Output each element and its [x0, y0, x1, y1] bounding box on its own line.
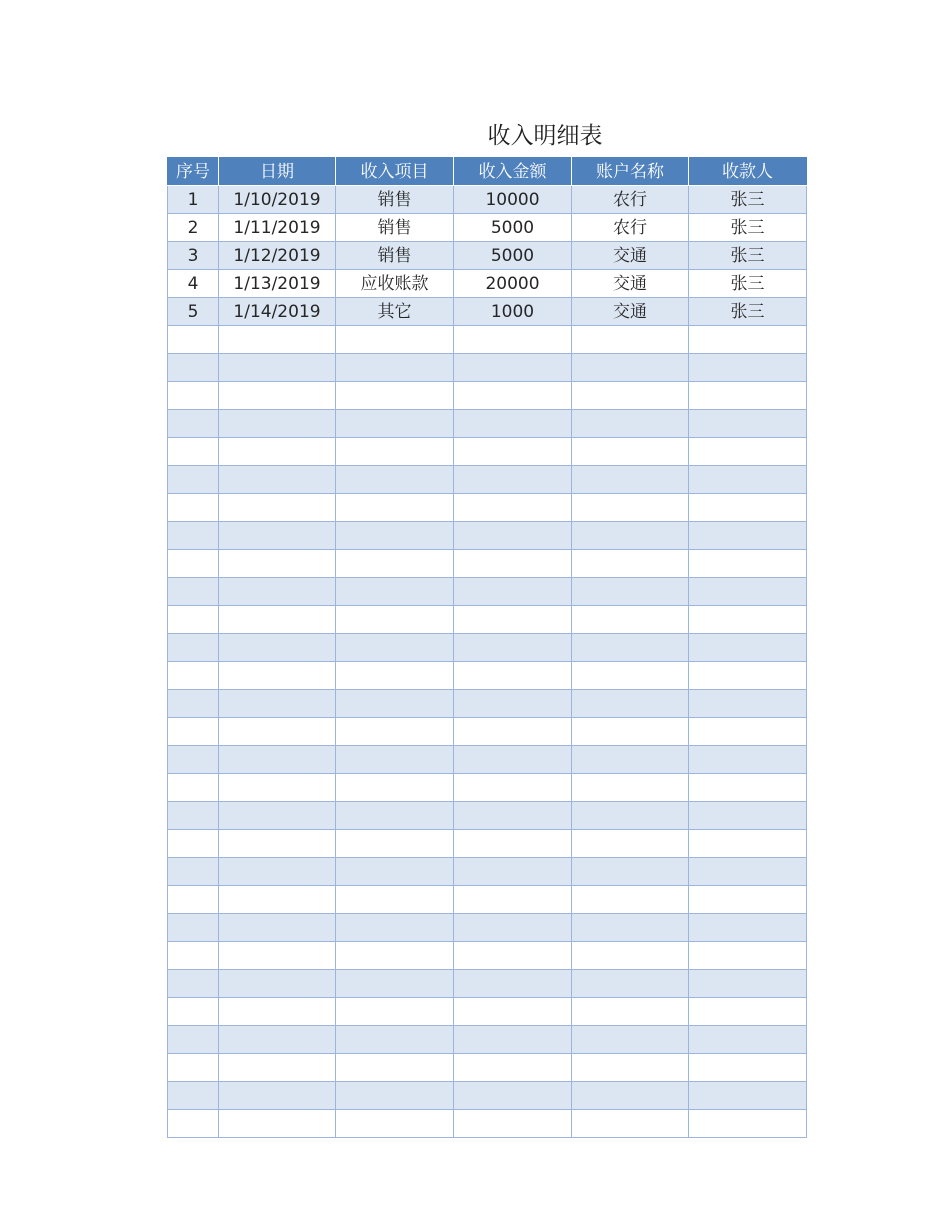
amount-cell[interactable] [454, 690, 572, 718]
account-name-cell[interactable]: 交通 [572, 242, 689, 270]
date-cell[interactable] [219, 354, 336, 382]
account-name-cell[interactable] [572, 662, 689, 690]
account-name-cell[interactable] [572, 606, 689, 634]
account-name-cell[interactable] [572, 746, 689, 774]
table-row [168, 830, 807, 858]
account-name-cell[interactable] [572, 690, 689, 718]
amount-cell[interactable] [454, 550, 572, 578]
date-cell[interactable]: 1/10/2019 [219, 186, 336, 214]
payee-cell[interactable]: 张三 [689, 186, 807, 214]
income-item-cell[interactable] [336, 1082, 454, 1110]
account-name-cell[interactable]: 交通 [572, 298, 689, 326]
table-row [168, 858, 807, 886]
date-cell[interactable] [219, 998, 336, 1026]
payee-cell[interactable] [689, 690, 807, 718]
index-cell[interactable] [168, 466, 219, 494]
income-item-cell[interactable] [336, 914, 454, 942]
account-name-cell[interactable] [572, 1110, 689, 1138]
amount-cell[interactable] [454, 774, 572, 802]
table-row [168, 802, 807, 830]
amount-cell[interactable] [454, 494, 572, 522]
income-item-cell[interactable] [336, 886, 454, 914]
income-item-cell[interactable] [336, 354, 454, 382]
account-name-cell[interactable] [572, 1026, 689, 1054]
account-name-cell[interactable] [572, 858, 689, 886]
account-name-cell[interactable] [572, 578, 689, 606]
income-item-cell[interactable] [336, 1054, 454, 1082]
amount-cell[interactable] [454, 522, 572, 550]
date-cell[interactable] [219, 578, 336, 606]
table-row [168, 1026, 807, 1054]
index-cell[interactable] [168, 718, 219, 746]
income-item-cell[interactable] [336, 606, 454, 634]
income-item-cell[interactable] [336, 774, 454, 802]
date-cell[interactable] [219, 858, 336, 886]
income-item-cell[interactable] [336, 718, 454, 746]
table-row [168, 1110, 807, 1138]
account-name-cell[interactable]: 农行 [572, 214, 689, 242]
payee-cell[interactable] [689, 830, 807, 858]
index-cell[interactable] [168, 438, 219, 466]
amount-cell[interactable] [454, 466, 572, 494]
index-cell[interactable] [168, 830, 219, 858]
account-name-cell[interactable] [572, 1054, 689, 1082]
income-item-cell[interactable] [336, 1026, 454, 1054]
index-cell[interactable] [168, 802, 219, 830]
date-cell[interactable]: 1/12/2019 [219, 242, 336, 270]
date-cell[interactable]: 1/11/2019 [219, 214, 336, 242]
income-item-cell[interactable] [336, 746, 454, 774]
index-cell[interactable] [168, 886, 219, 914]
payee-cell[interactable]: 张三 [689, 242, 807, 270]
column-header-date[interactable]: 日期 [219, 158, 336, 186]
payee-cell[interactable] [689, 858, 807, 886]
income-item-cell[interactable] [336, 550, 454, 578]
income-item-cell[interactable] [336, 522, 454, 550]
account-name-cell[interactable]: 交通 [572, 270, 689, 298]
page-title: 收入明细表 [487, 123, 603, 149]
amount-cell[interactable] [454, 578, 572, 606]
index-cell[interactable] [168, 494, 219, 522]
income-item-cell[interactable]: 应收账款 [336, 270, 454, 298]
amount-cell[interactable] [454, 1082, 572, 1110]
table-row [168, 326, 807, 354]
table-row [168, 634, 807, 662]
amount-cell[interactable] [454, 886, 572, 914]
amount-cell[interactable] [454, 606, 572, 634]
index-cell[interactable] [168, 382, 219, 410]
payee-cell[interactable] [689, 550, 807, 578]
income-item-cell[interactable] [336, 382, 454, 410]
payee-cell[interactable] [689, 998, 807, 1026]
account-name-cell[interactable] [572, 410, 689, 438]
payee-cell[interactable] [689, 1054, 807, 1082]
account-name-cell[interactable] [572, 802, 689, 830]
date-cell[interactable] [219, 466, 336, 494]
index-cell[interactable]: 3 [168, 242, 219, 270]
index-cell[interactable] [168, 1082, 219, 1110]
amount-cell[interactable] [454, 662, 572, 690]
date-cell[interactable] [219, 1054, 336, 1082]
payee-cell[interactable] [689, 886, 807, 914]
payee-cell[interactable]: 张三 [689, 214, 807, 242]
income-item-cell[interactable] [336, 634, 454, 662]
amount-cell[interactable] [454, 802, 572, 830]
payee-cell[interactable] [689, 1082, 807, 1110]
amount-cell[interactable] [454, 410, 572, 438]
amount-cell[interactable] [454, 1110, 572, 1138]
date-cell[interactable]: 1/14/2019 [219, 298, 336, 326]
date-cell[interactable] [219, 802, 336, 830]
income-item-cell[interactable] [336, 1110, 454, 1138]
index-cell[interactable] [168, 606, 219, 634]
index-cell[interactable] [168, 662, 219, 690]
table-row [168, 410, 807, 438]
income-item-cell[interactable] [336, 998, 454, 1026]
payee-cell[interactable] [689, 634, 807, 662]
date-cell[interactable] [219, 606, 336, 634]
amount-cell[interactable]: 5000 [454, 242, 572, 270]
account-name-cell[interactable] [572, 942, 689, 970]
income-item-cell[interactable] [336, 942, 454, 970]
account-name-cell[interactable] [572, 354, 689, 382]
date-cell[interactable] [219, 1026, 336, 1054]
index-cell[interactable] [168, 746, 219, 774]
table-row [168, 774, 807, 802]
amount-cell[interactable] [454, 718, 572, 746]
account-name-cell[interactable] [572, 774, 689, 802]
payee-cell[interactable] [689, 410, 807, 438]
table-row [168, 438, 807, 466]
index-cell[interactable] [168, 970, 219, 998]
table-row [168, 354, 807, 382]
table-row [168, 914, 807, 942]
amount-cell[interactable]: 10000 [454, 186, 572, 214]
account-name-cell[interactable] [572, 970, 689, 998]
income-item-cell[interactable]: 销售 [336, 186, 454, 214]
date-cell[interactable] [219, 410, 336, 438]
index-cell[interactable]: 1 [168, 186, 219, 214]
date-cell[interactable]: 1/13/2019 [219, 270, 336, 298]
payee-cell[interactable] [689, 466, 807, 494]
account-name-cell[interactable] [572, 438, 689, 466]
amount-cell[interactable] [454, 1026, 572, 1054]
date-cell[interactable] [219, 382, 336, 410]
table-row [168, 662, 807, 690]
payee-cell[interactable] [689, 970, 807, 998]
account-name-cell[interactable] [572, 886, 689, 914]
payee-cell[interactable] [689, 662, 807, 690]
index-cell[interactable] [168, 550, 219, 578]
table-row [168, 214, 807, 242]
payee-cell[interactable] [689, 942, 807, 970]
index-cell[interactable] [168, 634, 219, 662]
table-row [168, 494, 807, 522]
table-row [168, 1082, 807, 1110]
date-cell[interactable] [219, 1110, 336, 1138]
account-name-cell[interactable] [572, 830, 689, 858]
payee-cell[interactable] [689, 606, 807, 634]
payee-cell[interactable] [689, 718, 807, 746]
date-cell[interactable] [219, 830, 336, 858]
account-name-cell[interactable] [572, 1082, 689, 1110]
amount-cell[interactable]: 1000 [454, 298, 572, 326]
income-item-cell[interactable] [336, 662, 454, 690]
date-cell[interactable] [219, 718, 336, 746]
table-row [168, 186, 807, 214]
amount-cell[interactable] [454, 354, 572, 382]
date-cell[interactable] [219, 326, 336, 354]
account-name-cell[interactable] [572, 550, 689, 578]
amount-cell[interactable]: 5000 [454, 214, 572, 242]
header-row [168, 158, 807, 186]
income-item-cell[interactable] [336, 690, 454, 718]
index-cell[interactable] [168, 410, 219, 438]
payee-cell[interactable] [689, 802, 807, 830]
column-header-income-item[interactable]: 收入项目 [336, 158, 454, 186]
account-name-cell[interactable] [572, 718, 689, 746]
account-name-cell[interactable] [572, 382, 689, 410]
index-cell[interactable] [168, 354, 219, 382]
account-name-cell[interactable] [572, 326, 689, 354]
amount-cell[interactable] [454, 858, 572, 886]
payee-cell[interactable]: 张三 [689, 270, 807, 298]
account-name-cell[interactable] [572, 494, 689, 522]
income-item-cell[interactable] [336, 802, 454, 830]
amount-cell[interactable] [454, 746, 572, 774]
column-header-index[interactable]: 序号 [168, 158, 219, 186]
date-cell[interactable] [219, 914, 336, 942]
index-cell[interactable]: 4 [168, 270, 219, 298]
table-row [168, 606, 807, 634]
date-cell[interactable] [219, 774, 336, 802]
index-cell[interactable] [168, 690, 219, 718]
payee-cell[interactable] [689, 438, 807, 466]
table-row [168, 998, 807, 1026]
payee-cell[interactable] [689, 354, 807, 382]
table-row [168, 690, 807, 718]
column-header-payee[interactable]: 收款人 [689, 158, 807, 186]
account-name-cell[interactable] [572, 634, 689, 662]
table-row [168, 718, 807, 746]
table-row [168, 578, 807, 606]
index-cell[interactable] [168, 914, 219, 942]
amount-cell[interactable]: 20000 [454, 270, 572, 298]
index-cell[interactable] [168, 942, 219, 970]
income-item-cell[interactable] [336, 494, 454, 522]
amount-cell[interactable] [454, 438, 572, 466]
account-name-cell[interactable]: 农行 [572, 186, 689, 214]
payee-cell[interactable] [689, 522, 807, 550]
index-cell[interactable] [168, 1110, 219, 1138]
index-cell[interactable]: 5 [168, 298, 219, 326]
amount-cell[interactable] [454, 830, 572, 858]
amount-cell[interactable] [454, 914, 572, 942]
amount-cell[interactable] [454, 998, 572, 1026]
index-cell[interactable] [168, 1054, 219, 1082]
amount-cell[interactable] [454, 1054, 572, 1082]
income-item-cell[interactable]: 销售 [336, 242, 454, 270]
index-cell[interactable] [168, 326, 219, 354]
date-cell[interactable] [219, 494, 336, 522]
table-row [168, 242, 807, 270]
index-cell[interactable] [168, 774, 219, 802]
payee-cell[interactable] [689, 494, 807, 522]
date-cell[interactable] [219, 550, 336, 578]
income-item-cell[interactable] [336, 466, 454, 494]
table-row [168, 886, 807, 914]
income-detail-table [167, 157, 807, 1138]
income-item-cell[interactable]: 其它 [336, 298, 454, 326]
amount-cell[interactable] [454, 326, 572, 354]
account-name-cell[interactable] [572, 998, 689, 1026]
income-item-cell[interactable] [336, 326, 454, 354]
column-header-amount[interactable]: 收入金额 [454, 158, 572, 186]
payee-cell[interactable] [689, 1026, 807, 1054]
table-row [168, 1054, 807, 1082]
table-row [168, 298, 807, 326]
date-cell[interactable] [219, 634, 336, 662]
payee-cell[interactable] [689, 382, 807, 410]
index-cell[interactable] [168, 998, 219, 1026]
income-item-cell[interactable] [336, 858, 454, 886]
payee-cell[interactable] [689, 1110, 807, 1138]
table-row [168, 746, 807, 774]
account-name-cell[interactable] [572, 522, 689, 550]
index-cell[interactable]: 2 [168, 214, 219, 242]
table-row [168, 382, 807, 410]
index-cell[interactable] [168, 1026, 219, 1054]
index-cell[interactable] [168, 522, 219, 550]
income-item-cell[interactable]: 销售 [336, 214, 454, 242]
date-cell[interactable] [219, 690, 336, 718]
column-header-account-name[interactable]: 账户名称 [572, 158, 689, 186]
date-cell[interactable] [219, 746, 336, 774]
income-item-cell[interactable] [336, 578, 454, 606]
income-item-cell[interactable] [336, 438, 454, 466]
date-cell[interactable] [219, 1082, 336, 1110]
payee-cell[interactable] [689, 578, 807, 606]
table-row [168, 942, 807, 970]
payee-cell[interactable] [689, 914, 807, 942]
payee-cell[interactable]: 张三 [689, 298, 807, 326]
date-cell[interactable] [219, 942, 336, 970]
table-row [168, 270, 807, 298]
table-row [168, 970, 807, 998]
table-row [168, 522, 807, 550]
payee-cell[interactable] [689, 774, 807, 802]
date-cell[interactable] [219, 438, 336, 466]
income-item-cell[interactable] [336, 970, 454, 998]
amount-cell[interactable] [454, 382, 572, 410]
date-cell[interactable] [219, 970, 336, 998]
date-cell[interactable] [219, 886, 336, 914]
income-item-cell[interactable] [336, 830, 454, 858]
table-row [168, 550, 807, 578]
index-cell[interactable] [168, 578, 219, 606]
income-item-cell[interactable] [336, 410, 454, 438]
account-name-cell[interactable] [572, 466, 689, 494]
payee-cell[interactable] [689, 746, 807, 774]
table-row [168, 466, 807, 494]
amount-cell[interactable] [454, 634, 572, 662]
account-name-cell[interactable] [572, 914, 689, 942]
table-body [168, 186, 807, 1138]
date-cell[interactable] [219, 662, 336, 690]
date-cell[interactable] [219, 522, 336, 550]
amount-cell[interactable] [454, 942, 572, 970]
payee-cell[interactable] [689, 326, 807, 354]
amount-cell[interactable] [454, 970, 572, 998]
index-cell[interactable] [168, 858, 219, 886]
